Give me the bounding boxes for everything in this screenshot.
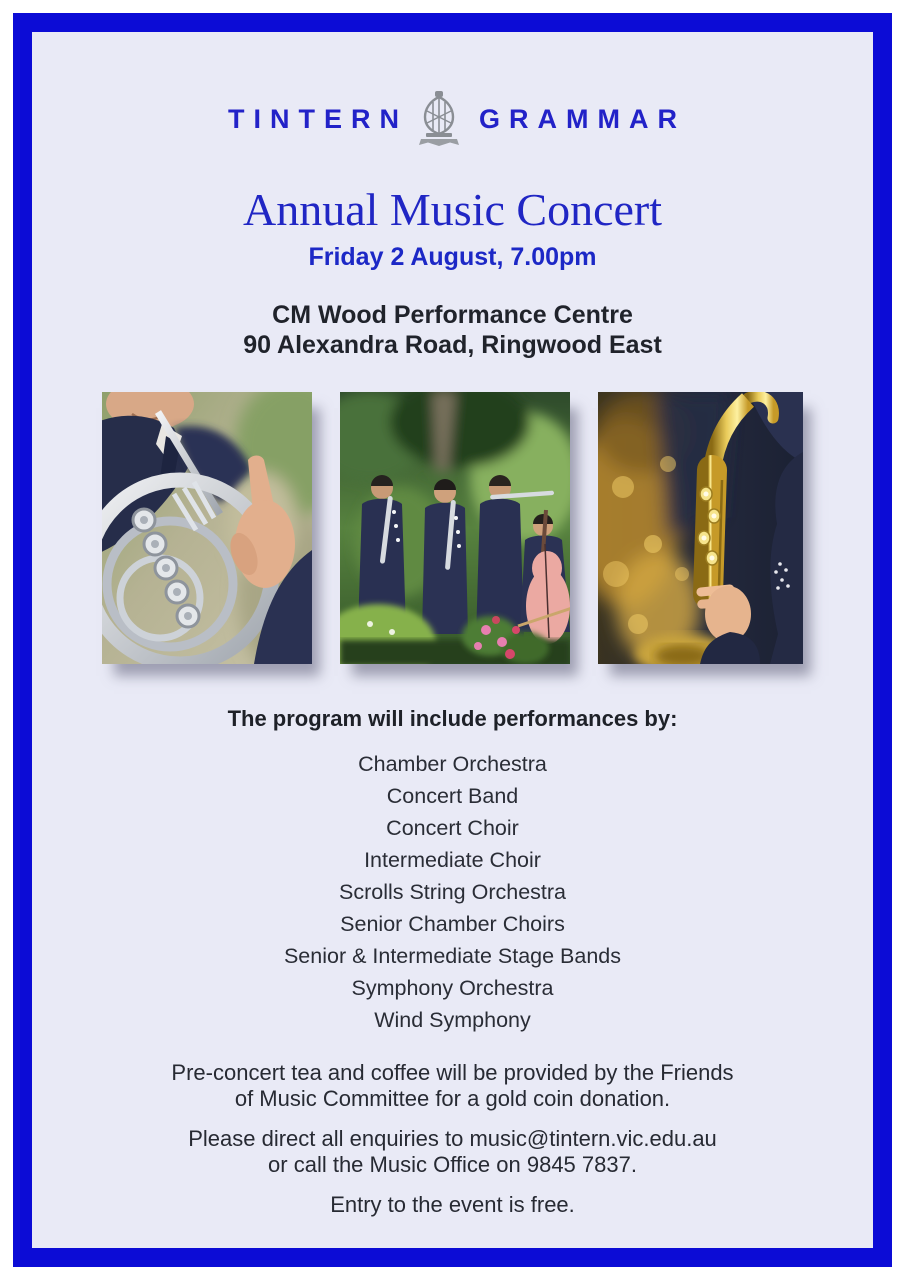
page-title: Annual Music Concert [242,184,663,235]
program-item: Scrolls String Orchestra [338,880,566,904]
woodwind-ensemble-photo [340,392,570,664]
program-section [32,706,873,1036]
program-item: Symphony Orchestra [351,976,554,1000]
school-crest-icon [417,90,461,148]
flyer-border-frame [13,13,892,1267]
note-line: Entry to the event is free. [330,1192,575,1217]
venue-address: 90 Alexandra Road, Ringwood East [243,331,662,359]
note-refreshments [32,1060,873,1112]
program-heading: The program will include performances by: [227,706,678,731]
note-line: Please direct all enquiries to music@tintern.vic.edu.au [188,1126,717,1151]
program-item: Intermediate Choir [364,848,541,872]
note-line: or call the Music Office on 9845 7837. [268,1152,637,1177]
photo-row [32,392,873,664]
logo-word-tintern: TINTERN [228,103,408,134]
saxophone-photo [598,392,803,664]
venue-block [32,300,873,360]
venue-name: CM Wood Performance Centre [272,301,633,329]
program-item: Wind Symphony [374,1008,531,1032]
french-horn-photo [102,392,312,664]
program-list [32,748,873,1036]
note-line: Pre-concert tea and coffee will be provided by the Friends [171,1060,734,1085]
logo [32,90,873,148]
program-item: Concert Choir [386,816,519,840]
notes-section [32,1060,873,1218]
program-item: Senior & Intermediate Stage Bands [283,944,622,968]
logo-word-grammar: GRAMMAR [479,103,686,134]
program-item: Senior Chamber Choirs [340,912,565,936]
note-free-entry [32,1192,873,1218]
note-line: of Music Committee for a gold coin donation. [234,1086,671,1111]
program-item: Chamber Orchestra [358,752,547,776]
event-datetime: Friday 2 August, 7.00pm [308,243,597,271]
program-item: Concert Band [386,784,519,808]
note-enquiries [32,1126,873,1178]
